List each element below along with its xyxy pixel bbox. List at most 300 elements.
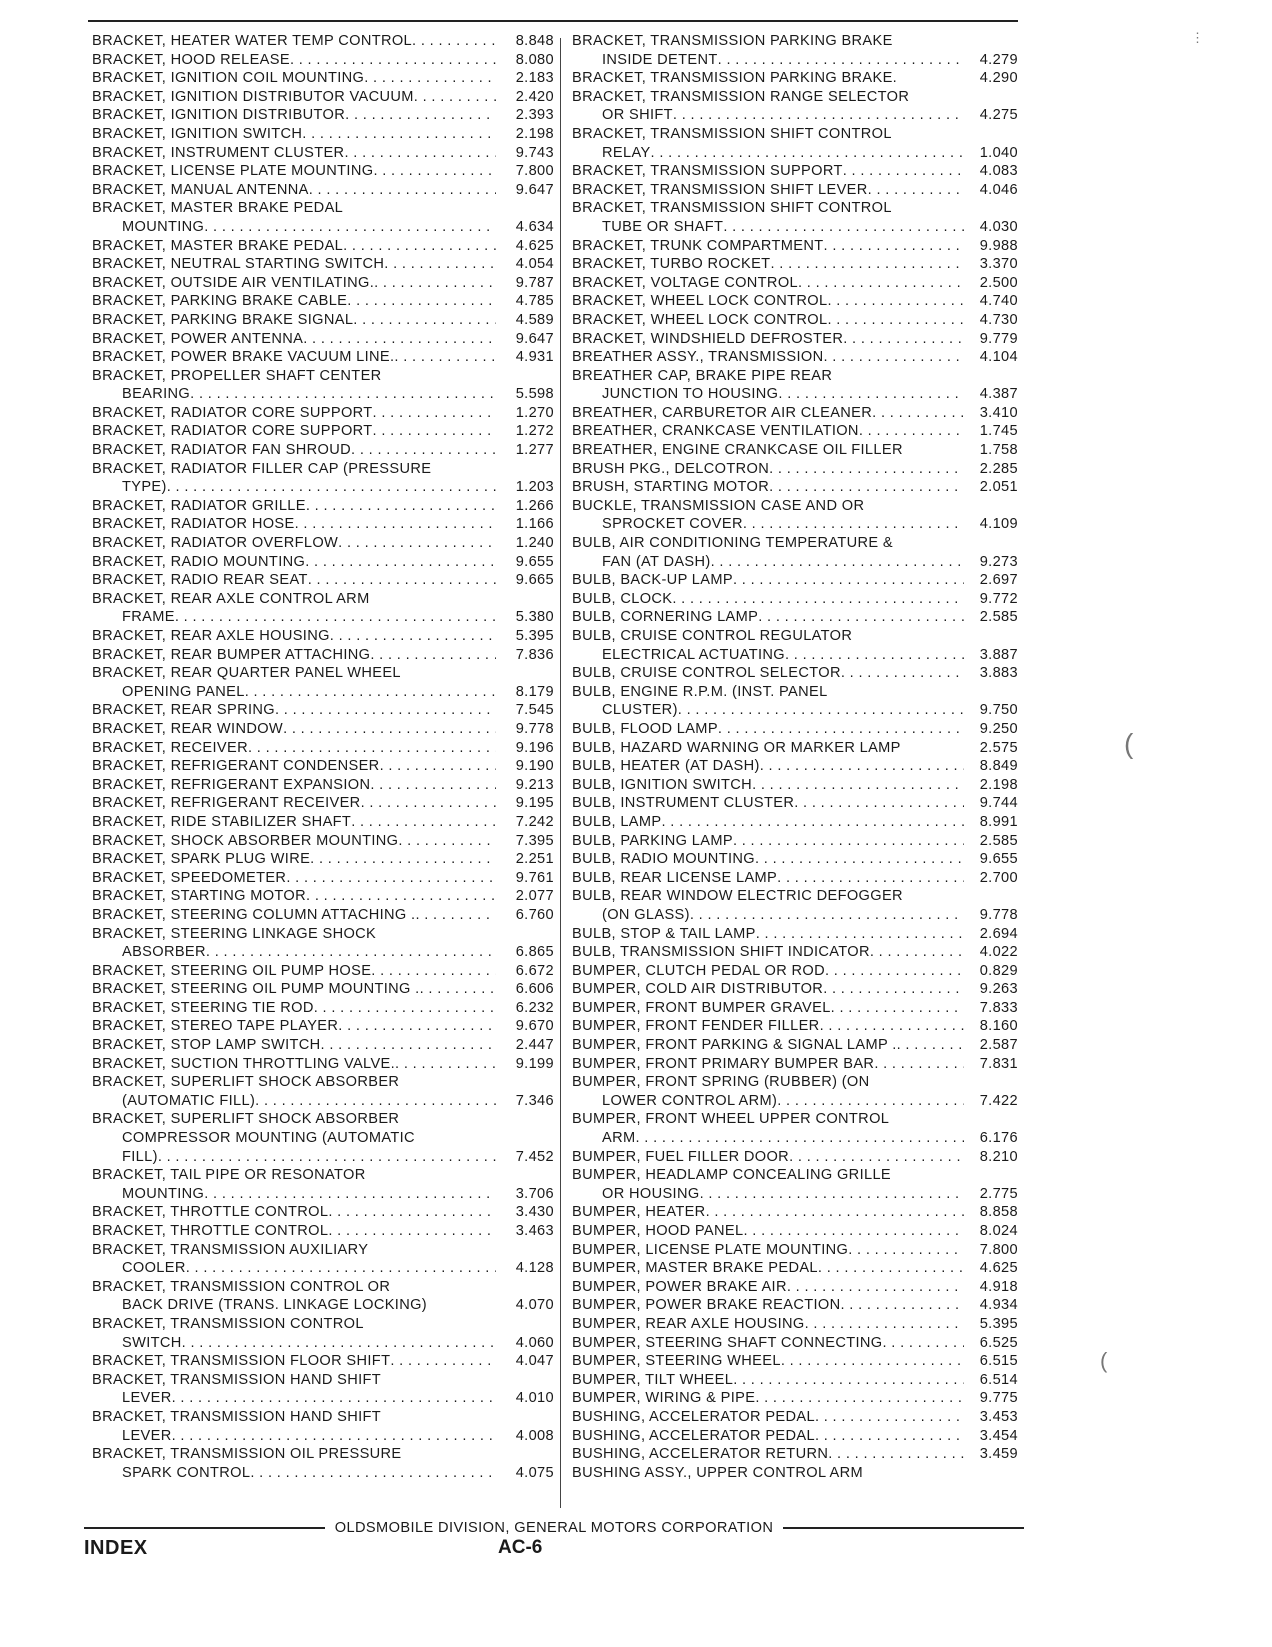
index-entry — [572, 590, 1018, 609]
dot-leader — [798, 274, 964, 293]
entry-line-text: BULB, HEATER (AT DASH) — [572, 758, 760, 775]
page-reference: 9.213 — [515, 776, 554, 793]
entry-line-text: BRACKET, TRANSMISSION SUPPORT — [572, 163, 843, 180]
entry-line-text: BUMPER, FRONT BUMPER GRAVEL — [572, 999, 831, 1016]
entry-line — [572, 1166, 964, 1185]
dot-leader — [841, 664, 964, 683]
entry-text — [572, 794, 964, 813]
entry-text — [572, 460, 964, 479]
entry-line-text: BRACKET, POWER BRAKE VACUUM LINE. — [92, 349, 395, 366]
entry-line — [92, 553, 496, 572]
index-entry — [92, 1166, 554, 1203]
entry-line-text: BRACKET, TRANSMISSION PARKING BRAKE — [572, 33, 893, 49]
entry-line — [92, 51, 496, 70]
page-reference: 4.275 — [979, 107, 1018, 124]
entry-line — [572, 962, 964, 981]
index-entry — [572, 776, 1018, 795]
entry-line-text: BRACKET, TRANSMISSION SHIFT CONTROL — [572, 125, 892, 142]
entry-text — [92, 441, 496, 460]
index-entry — [572, 627, 1018, 664]
dot-leader — [777, 869, 964, 888]
index-entry — [572, 832, 1018, 851]
page-reference: 4.022 — [979, 944, 1018, 961]
entry-line — [92, 1017, 496, 1036]
entry-line-text: BULB, STOP & TAIL LAMP — [572, 925, 756, 942]
entry-line-text: BULB, AIR CONDITIONING TEMPERATURE & — [572, 535, 894, 552]
page-reference: 2.183 — [515, 70, 554, 87]
entry-line-text: BRACKET, TURBO ROCKET — [572, 256, 771, 273]
entry-line — [92, 274, 496, 293]
index-entry — [92, 925, 554, 962]
dot-leader — [818, 1259, 964, 1278]
page-reference: 9.670 — [515, 1018, 554, 1035]
page-reference: 3.459 — [979, 1446, 1018, 1463]
dot-leader — [172, 1389, 496, 1408]
dot-leader — [394, 348, 496, 367]
page-reference: 2.775 — [979, 1185, 1018, 1202]
entry-line-text: BRACKET, PARKING BRAKE CABLE — [92, 293, 348, 310]
entry-line — [572, 608, 964, 627]
index-entry — [92, 906, 554, 925]
entry-line-text: BRACKET, RADIATOR CORE SUPPORT — [92, 423, 373, 440]
page-reference: 2.694 — [979, 925, 1018, 942]
entry-line-text: BUSHING, ACCELERATOR PEDAL — [572, 1427, 815, 1444]
entry-line-text: FRAME — [122, 609, 175, 626]
entry-line — [572, 422, 964, 441]
dot-leader — [373, 422, 496, 441]
entry-line-text: BRACKET, RADIATOR CORE SUPPORT — [92, 404, 373, 421]
dot-leader — [344, 144, 496, 163]
page-reference: 6.672 — [515, 962, 554, 979]
entry-line — [572, 292, 964, 311]
index-entry — [572, 1166, 1018, 1203]
dot-leader — [283, 720, 496, 739]
entry-line-text: BUSHING, ACCELERATOR PEDAL — [572, 1408, 815, 1425]
index-entry — [92, 962, 554, 981]
entry-text — [572, 1408, 964, 1427]
dot-leader — [672, 590, 964, 609]
entry-text — [92, 255, 496, 274]
entry-line-text: SPARK CONTROL — [122, 1464, 251, 1481]
index-entry — [92, 701, 554, 720]
dot-leader — [848, 1241, 964, 1260]
entry-line — [572, 553, 964, 572]
dot-leader — [275, 701, 496, 720]
index-entry — [572, 1445, 1018, 1464]
entry-line — [92, 367, 496, 386]
entry-text — [92, 311, 496, 330]
page-reference: 4.387 — [979, 386, 1018, 403]
entry-line — [92, 906, 496, 925]
index-entry — [572, 1352, 1018, 1371]
index-entry — [572, 255, 1018, 274]
index-entry — [92, 274, 554, 293]
entry-line-text: OPENING PANEL — [122, 683, 245, 700]
index-entry — [572, 404, 1018, 423]
entry-line-text: BRACKET, REAR AXLE CONTROL ARM — [92, 590, 370, 607]
entry-line — [572, 850, 964, 869]
index-entry — [92, 813, 554, 832]
dot-leader — [743, 515, 964, 534]
page-reference: 4.730 — [979, 311, 1018, 328]
dot-leader — [172, 1427, 496, 1446]
index-entry — [92, 1203, 554, 1222]
dot-leader — [328, 1203, 496, 1222]
entry-line-text: BUMPER, HOOD PANEL — [572, 1223, 744, 1239]
entry-text — [92, 999, 496, 1018]
dot-leader — [250, 1464, 496, 1483]
index-entry — [92, 999, 554, 1018]
entry-line-text: BUMPER, COLD AIR DISTRIBUTOR — [572, 981, 824, 998]
entry-line-text: BRACKET, IGNITION DISTRIBUTOR VACUUM — [92, 88, 414, 105]
entry-text — [92, 515, 496, 534]
entry-line-text: BUMPER, HEADLAMP CONCEALING GRILLE — [572, 1167, 891, 1184]
entry-line — [572, 162, 964, 181]
page-reference: 1.203 — [515, 479, 554, 496]
page-reference: 7.422 — [979, 1092, 1018, 1109]
dot-leader — [314, 999, 496, 1018]
entry-line — [572, 869, 964, 888]
entry-line-text: BRACKET, OUTSIDE AIR VENTILATING. — [92, 274, 375, 291]
page-reference: 8.179 — [515, 683, 554, 700]
entry-line — [92, 144, 496, 163]
entry-line — [572, 404, 964, 423]
page-reference: 6.515 — [979, 1353, 1018, 1370]
entry-line — [572, 739, 964, 758]
dot-leader — [752, 776, 964, 795]
page-reference: 7.346 — [515, 1092, 554, 1109]
dot-leader — [733, 832, 964, 851]
entry-text — [572, 32, 964, 69]
entry-line — [92, 1296, 496, 1315]
entry-line — [572, 1036, 964, 1055]
entry-text — [572, 739, 964, 758]
page-reference: 9.190 — [515, 758, 554, 775]
index-entry — [92, 460, 554, 497]
entry-line — [92, 255, 496, 274]
page-reference: 9.655 — [979, 851, 1018, 868]
entry-line-text: BUMPER, POWER BRAKE AIR — [572, 1278, 787, 1295]
entry-line — [572, 1352, 964, 1371]
page-reference: 9.744 — [979, 795, 1018, 812]
index-entry — [572, 1036, 1018, 1055]
dot-leader — [206, 943, 496, 962]
entry-line — [92, 1110, 496, 1129]
page-reference: 2.198 — [515, 125, 554, 142]
index-entry — [572, 348, 1018, 367]
entry-text — [92, 794, 496, 813]
page-reference: 4.740 — [979, 293, 1018, 310]
entry-line — [92, 478, 496, 497]
index-entry — [92, 1110, 554, 1166]
page-reference: 7.395 — [515, 832, 554, 849]
entry-line-text: BUMPER, FRONT PRIMARY BUMPER BAR — [572, 1055, 875, 1072]
dot-leader — [700, 1185, 964, 1204]
dot-leader — [651, 144, 964, 163]
entry-text — [572, 627, 964, 664]
dot-leader — [831, 999, 964, 1018]
entry-line — [572, 813, 964, 832]
entry-line-text: TUBE OR SHAFT — [602, 218, 724, 235]
scan-speck: ⋮ — [1191, 30, 1204, 45]
entry-line — [92, 1278, 496, 1297]
entry-text — [92, 1036, 496, 1055]
entry-line-text: BULB, CLOCK — [572, 590, 673, 607]
entry-text — [572, 1334, 964, 1353]
entry-line — [572, 144, 964, 163]
entry-text — [572, 441, 964, 460]
index-entry — [92, 162, 554, 181]
entry-line — [92, 311, 496, 330]
page-reference: 9.647 — [515, 330, 554, 347]
index-entry — [572, 943, 1018, 962]
entry-line — [92, 832, 496, 851]
entry-line-text: BUCKLE, TRANSMISSION CASE AND OR — [572, 497, 865, 514]
entry-text — [572, 850, 964, 869]
index-entry — [572, 739, 1018, 758]
entry-line-text: ABSORBER — [122, 944, 206, 961]
entry-line — [572, 590, 964, 609]
dot-leader — [843, 162, 964, 181]
index-entry — [572, 608, 1018, 627]
entry-line — [572, 646, 964, 665]
entry-line-text: BRACKET, SUCTION THROTTLING VALVE. — [92, 1055, 396, 1072]
entry-line-text: BUMPER, CLUTCH PEDAL OR ROD — [572, 962, 825, 979]
entry-text — [92, 869, 496, 888]
entry-line — [572, 255, 964, 274]
entry-line — [572, 1427, 964, 1446]
entry-text — [92, 181, 496, 200]
index-entry — [92, 255, 554, 274]
entry-line-text: BUMPER, FRONT FENDER FILLER — [572, 1018, 820, 1035]
entry-text — [92, 1017, 496, 1036]
entry-line-text: BRACKET, STEREO TAPE PLAYER — [92, 1018, 339, 1035]
dot-leader — [306, 887, 496, 906]
index-entry — [92, 776, 554, 795]
dot-leader — [874, 1055, 964, 1074]
dot-leader — [415, 906, 496, 925]
index-entry — [92, 1445, 554, 1482]
entry-line-text: BULB, RADIO MOUNTING — [572, 851, 755, 868]
entry-text — [92, 237, 496, 256]
entry-text — [92, 330, 496, 349]
entry-line — [92, 32, 496, 51]
entry-line — [92, 850, 496, 869]
entry-line — [92, 869, 496, 888]
page-reference: 2.077 — [515, 888, 554, 905]
entry-text — [572, 757, 964, 776]
entry-line-text: BRACKET, IGNITION COIL MOUNTING — [92, 70, 365, 87]
page-reference: 9.647 — [515, 181, 554, 198]
entry-line — [572, 1445, 964, 1464]
dot-leader — [823, 348, 964, 367]
index-entry — [92, 534, 554, 553]
entry-text — [572, 683, 964, 720]
entry-line-text: BRACKET, REAR QUARTER PANEL WHEEL — [92, 665, 401, 682]
entry-text — [572, 478, 964, 497]
entry-line-text: BRACKET, PROPELLER SHAFT CENTER — [92, 367, 382, 384]
index-entry — [92, 646, 554, 665]
entry-line — [92, 943, 496, 962]
entry-line-text: BRACKET, WHEEL LOCK CONTROL — [572, 293, 828, 310]
page-reference: 5.395 — [979, 1315, 1018, 1332]
dot-leader — [420, 980, 496, 999]
entry-text — [572, 1259, 964, 1278]
dot-leader — [345, 106, 496, 125]
entry-text — [572, 608, 964, 627]
dot-leader — [338, 1017, 496, 1036]
page-reference: 8.160 — [979, 1018, 1018, 1035]
dot-leader — [167, 478, 496, 497]
index-entry — [92, 106, 554, 125]
entry-line-text: RELAY — [602, 144, 651, 161]
entry-line-text: BRACKET, WINDSHIELD DEFROSTER — [572, 330, 844, 347]
index-entry — [572, 497, 1018, 534]
dot-leader — [305, 553, 496, 572]
entry-line — [92, 999, 496, 1018]
page-reference: 1.266 — [515, 497, 554, 514]
entry-text — [92, 69, 496, 88]
entry-line-text: BRACKET, MASTER BRAKE PEDAL — [92, 237, 344, 254]
entry-text — [92, 199, 496, 236]
entry-line — [572, 664, 964, 683]
dot-leader — [373, 404, 496, 423]
page-reference: 4.589 — [515, 311, 554, 328]
index-entry — [572, 757, 1018, 776]
index-entry — [572, 237, 1018, 256]
entry-line-text: ELECTRICAL ACTUATING — [602, 646, 785, 663]
entry-line — [572, 88, 964, 107]
page-reference: 2.587 — [979, 1037, 1018, 1054]
entry-line — [572, 1073, 964, 1092]
index-entry — [92, 1017, 554, 1036]
entry-line — [92, 739, 496, 758]
entry-line-text: BRUSH PKG., DELCOTRON — [572, 460, 770, 477]
index-entry — [572, 1371, 1018, 1390]
entry-line — [92, 1148, 496, 1167]
index-entry — [92, 348, 554, 367]
entry-text — [572, 571, 964, 590]
entry-line-text: BULB, REAR WINDOW ELECTRIC DEFOGGER — [572, 888, 903, 905]
entry-line-text: BREATHER, ENGINE CRANKCASE OIL FILLER — [572, 442, 903, 459]
entry-text — [572, 832, 964, 851]
entry-line — [92, 534, 496, 553]
entry-text — [92, 51, 496, 70]
entry-line — [572, 1241, 964, 1260]
entry-line-text: BRACKET, TRANSMISSION SHIFT CONTROL — [572, 200, 892, 217]
entry-line — [572, 441, 964, 460]
entry-line — [92, 385, 496, 404]
entry-text — [572, 664, 964, 683]
entry-text — [92, 497, 496, 516]
entry-line — [92, 1241, 496, 1260]
dot-leader — [815, 1427, 964, 1446]
index-entry — [572, 441, 1018, 460]
entry-line — [92, 590, 496, 609]
corporation-name: OLDSMOBILE DIVISION, GENERAL MOTORS CORPORATION — [334, 1520, 774, 1536]
page-reference: 4.075 — [515, 1464, 554, 1481]
page-reference: 1.240 — [515, 535, 554, 552]
dot-leader — [635, 1129, 964, 1148]
entry-line — [92, 1464, 496, 1483]
entry-text — [572, 1222, 964, 1241]
entry-text — [92, 850, 496, 869]
index-entry — [572, 850, 1018, 869]
entry-text — [572, 1203, 964, 1222]
dot-leader — [398, 832, 496, 851]
dot-leader — [158, 1148, 496, 1167]
entry-line-text: INSIDE DETENT — [602, 51, 718, 68]
page-reference: 9.787 — [515, 274, 554, 291]
entry-line — [572, 460, 964, 479]
index-entry — [92, 1278, 554, 1315]
entry-text — [572, 367, 964, 404]
entry-line-text: BULB, HAZARD WARNING OR MARKER LAMP — [572, 739, 901, 756]
index-entry — [92, 1315, 554, 1352]
entry-line — [572, 999, 964, 1018]
dot-leader — [361, 794, 496, 813]
entry-text — [92, 701, 496, 720]
index-entry — [92, 794, 554, 813]
entry-line-text: BRACKET, REAR BUMPER ATTACHING — [92, 646, 371, 663]
entry-text — [92, 162, 496, 181]
index-entry — [92, 850, 554, 869]
index-entry — [92, 739, 554, 758]
entry-line-text: BRACKET, HOOD RELEASE — [92, 51, 290, 68]
page-reference: 8.210 — [979, 1148, 1018, 1165]
entry-text — [92, 627, 496, 646]
page-reference: 6.232 — [515, 999, 554, 1016]
entry-text — [92, 925, 496, 962]
dot-leader — [186, 1259, 496, 1278]
page-reference: 8.991 — [979, 813, 1018, 830]
entry-line-text: BRACKET, IGNITION SWITCH — [92, 125, 303, 142]
page-reference: 6.865 — [515, 944, 554, 961]
entry-line-text: BUMPER, FUEL FILLER DOOR — [572, 1148, 790, 1165]
dot-leader — [328, 1222, 496, 1241]
entry-line — [92, 1055, 496, 1074]
index-entry — [572, 88, 1018, 125]
entry-line-text: BULB, FLOOD LAMP — [572, 720, 718, 737]
dot-leader — [364, 69, 496, 88]
entry-line — [572, 1092, 964, 1111]
dot-leader — [338, 534, 496, 553]
dot-leader — [414, 88, 496, 107]
entry-line — [92, 887, 496, 906]
dot-leader — [204, 1185, 496, 1204]
dot-leader — [370, 776, 496, 795]
entry-line — [92, 88, 496, 107]
dot-leader — [374, 274, 496, 293]
page-reference: 3.454 — [979, 1427, 1018, 1444]
dot-leader — [777, 1092, 964, 1111]
dot-leader — [755, 1389, 964, 1408]
dot-leader — [868, 181, 964, 200]
entry-line — [92, 348, 496, 367]
dot-leader — [248, 739, 496, 758]
entry-line-text: JUNCTION TO HOUSING — [602, 386, 779, 403]
page-reference: 4.785 — [515, 293, 554, 310]
entry-line — [92, 237, 496, 256]
entry-line-text: BRACKET, STOP LAMP SWITCH — [92, 1037, 321, 1054]
entry-line-text: BRACKET, RIDE STABILIZER SHAFT — [92, 813, 352, 830]
dot-leader — [673, 106, 964, 125]
entry-text — [572, 1073, 964, 1110]
dot-leader — [785, 646, 964, 665]
entry-line-text: BUMPER, STEERING SHAFT CONNECTING — [572, 1334, 883, 1351]
entry-line-text: BUMPER, STEERING WHEEL — [572, 1353, 781, 1370]
entry-text — [572, 181, 964, 200]
